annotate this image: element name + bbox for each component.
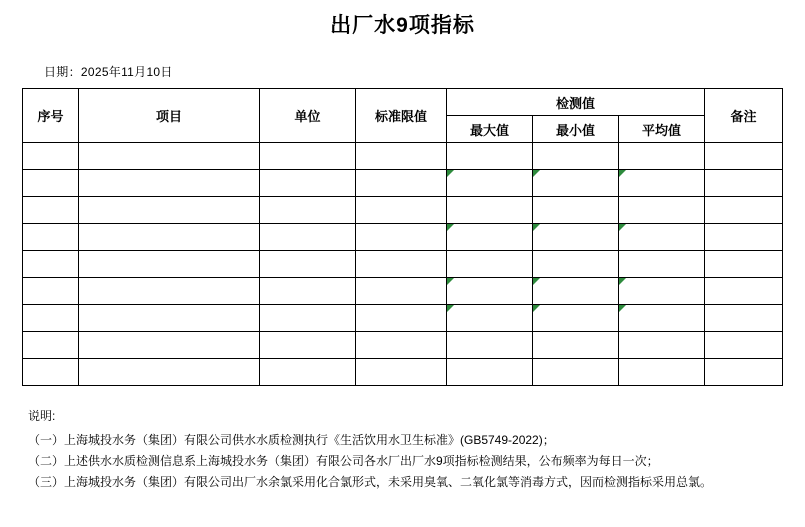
table-row — [23, 251, 783, 278]
cell-unit — [260, 359, 356, 386]
cell-remark — [705, 251, 783, 278]
note-line: （一）上海城投水务（集团）有限公司供水水质检测执行《生活饮用水卫生标准》(GB5749-2022)； — [28, 433, 555, 447]
header-unit: 单位 — [260, 89, 356, 143]
cell-limit — [356, 197, 447, 224]
cell-limit — [356, 305, 447, 332]
cell-item — [79, 278, 260, 305]
cell-min — [533, 278, 619, 305]
cell-remark — [705, 224, 783, 251]
header-avg: 平均值 — [619, 116, 705, 143]
cell-min — [533, 251, 619, 278]
note-line: （三）上海城投水务（集团）有限公司出厂水余氯采用化合氯形式，未采用臭氧、二氧化氯等消毒方式，因而检测指标采用总氯。 — [28, 475, 713, 489]
cell-item — [79, 224, 260, 251]
cell-avg — [619, 278, 705, 305]
cell-no — [23, 359, 79, 386]
cell-min — [533, 170, 619, 197]
notes-lines — [28, 430, 805, 493]
cell-unit — [260, 251, 356, 278]
page-title: 出厂水9项指标 — [330, 14, 475, 37]
cell-max — [447, 224, 533, 251]
table-row — [23, 332, 783, 359]
cell-max — [447, 332, 533, 359]
table-row — [23, 224, 783, 251]
header-min: 最小值 — [533, 116, 619, 143]
cell-remark — [705, 305, 783, 332]
cell-min — [533, 197, 619, 224]
cell-min — [533, 143, 619, 170]
cell-limit — [356, 359, 447, 386]
cell-item — [79, 359, 260, 386]
cell-remark — [705, 143, 783, 170]
cell-limit — [356, 224, 447, 251]
cell-avg — [619, 305, 705, 332]
cell-avg — [619, 332, 705, 359]
cell-avg — [619, 197, 705, 224]
cell-no — [23, 305, 79, 332]
header-no: 序号 — [23, 89, 79, 143]
cell-min — [533, 305, 619, 332]
cell-unit — [260, 197, 356, 224]
cell-limit — [356, 251, 447, 278]
cell-min — [533, 359, 619, 386]
cell-limit — [356, 143, 447, 170]
table-row — [23, 143, 783, 170]
cell-min — [533, 224, 619, 251]
table-row — [23, 197, 783, 224]
cell-min — [533, 332, 619, 359]
cell-unit — [260, 143, 356, 170]
cell-item — [79, 251, 260, 278]
cell-limit — [356, 278, 447, 305]
table-row — [23, 170, 783, 197]
cell-unit — [260, 332, 356, 359]
cell-no — [23, 170, 79, 197]
cell-avg — [619, 143, 705, 170]
cell-unit — [260, 170, 356, 197]
cell-avg — [619, 359, 705, 386]
cell-item — [79, 305, 260, 332]
cell-limit — [356, 170, 447, 197]
cell-max — [447, 251, 533, 278]
cell-unit — [260, 224, 356, 251]
cell-item — [79, 197, 260, 224]
cell-no — [23, 197, 79, 224]
cell-item — [79, 143, 260, 170]
table-header-row-1 — [23, 89, 783, 116]
cell-max — [447, 278, 533, 305]
notes-section — [0, 386, 805, 493]
cell-max — [447, 197, 533, 224]
cell-remark — [705, 170, 783, 197]
cell-no — [23, 224, 79, 251]
table-row — [23, 359, 783, 386]
cell-avg — [619, 224, 705, 251]
cell-avg — [619, 251, 705, 278]
cell-avg — [619, 170, 705, 197]
header-measured-group: 检测值 — [447, 89, 705, 116]
note-line: （二）上述供水水质检测信息系上海城投水务（集团）有限公司各水厂出厂水9项指标检测结果，公布频率为每日一次； — [28, 454, 659, 468]
water-quality-table — [22, 88, 783, 386]
cell-no — [23, 251, 79, 278]
cell-max — [447, 143, 533, 170]
cell-item — [79, 332, 260, 359]
cell-max — [447, 305, 533, 332]
cell-max — [447, 359, 533, 386]
header-max: 最大值 — [447, 116, 533, 143]
header-remark: 备注 — [705, 89, 783, 143]
cell-remark — [705, 278, 783, 305]
table-row — [23, 305, 783, 332]
header-limit: 标准限值 — [356, 89, 447, 143]
cell-unit — [260, 278, 356, 305]
cell-no — [23, 332, 79, 359]
cell-remark — [705, 332, 783, 359]
cell-unit — [260, 305, 356, 332]
notes-title: 说明: — [28, 409, 56, 423]
header-item: 项目 — [79, 89, 260, 143]
report-date: 日期：2025年11月10日 — [44, 65, 173, 79]
table-header — [23, 89, 783, 143]
cell-remark — [705, 359, 783, 386]
cell-limit — [356, 332, 447, 359]
cell-no — [23, 143, 79, 170]
cell-no — [23, 278, 79, 305]
table-row — [23, 278, 783, 305]
cell-max — [447, 170, 533, 197]
cell-item — [79, 170, 260, 197]
cell-remark — [705, 197, 783, 224]
table-body — [23, 143, 783, 386]
